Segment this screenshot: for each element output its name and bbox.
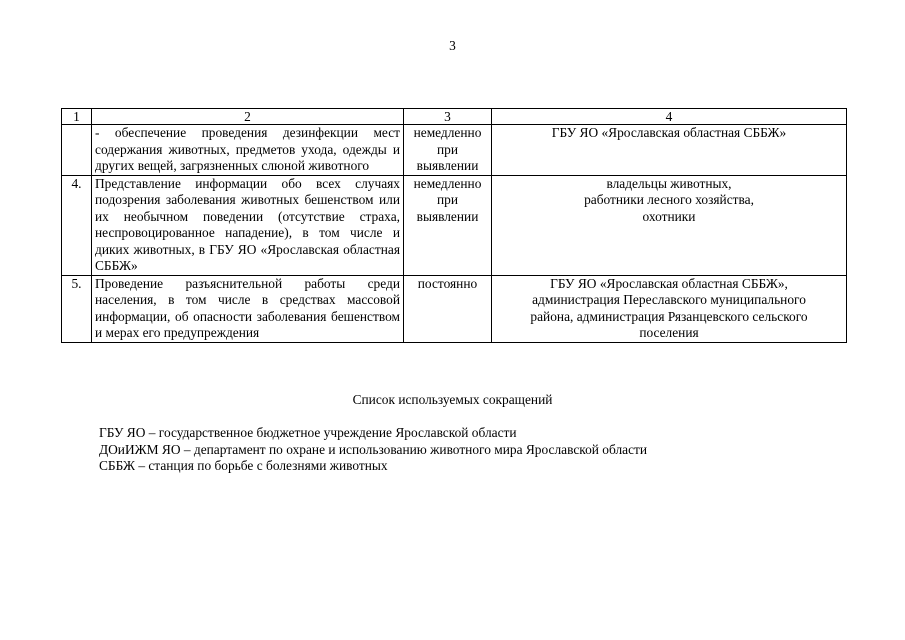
responsible-line: поселения <box>639 325 699 340</box>
abbreviation-item: ГБУ ЯО – государственное бюджетное учреждение Ярославской области <box>99 425 517 440</box>
abbreviations-list <box>99 425 647 475</box>
measures-table <box>61 108 847 343</box>
header-cell-4: 4 <box>492 109 847 125</box>
row-number <box>62 125 92 176</box>
abbreviation-item: СББЖ – станция по борьбе с болезнями животных <box>99 458 388 473</box>
abbreviations-title: Список используемых сокращений <box>352 392 553 407</box>
responsible-line: ГБУ ЯО «Ярославская областная СББЖ» <box>551 125 787 140</box>
row-number: 4. <box>62 175 92 275</box>
measure-responsible <box>492 275 847 342</box>
term-line: при <box>436 141 459 157</box>
responsible-line: охотники <box>642 208 696 224</box>
term-line: при <box>436 192 459 207</box>
table-row <box>62 275 847 342</box>
responsible-line: владельцы животных, <box>606 175 732 191</box>
measure-term <box>404 275 492 342</box>
measure-text: Проведение разъяснительной работы среди населения, в том числе в средствах массовой информации, об опасности заболевания бешенством и мерах его предупреждения <box>92 275 404 342</box>
responsible-line: ГБУ ЯО «Ярославская областная СББЖ», <box>550 275 788 291</box>
measure-term <box>404 175 492 275</box>
measure-responsible <box>492 125 847 176</box>
measure-text: Представление информации обо всех случаях подозрения заболевания животных бешенством или их необычном поведении (отсутствие страха, неспровоцированное нападение), в том числе и диких животных, в ГБУ ЯО «Ярославская областная СББЖ» <box>92 175 404 275</box>
responsible-line: администрация Переславского муниципального <box>532 292 806 307</box>
term-line: выявлении <box>416 158 479 173</box>
term-line: выявлении <box>416 208 479 224</box>
responsible-line: работники лесного хозяйства, <box>584 192 754 207</box>
table-header-row <box>62 109 847 125</box>
term-line: немедленно <box>413 125 482 140</box>
page-number: 3 <box>449 38 456 53</box>
abbreviation-item: ДОиИЖМ ЯО – департамент по охране и использованию животного мира Ярославской области <box>99 441 648 457</box>
measure-term <box>404 125 492 176</box>
term-line: немедленно <box>413 175 482 191</box>
table-row <box>62 175 847 275</box>
header-cell-3: 3 <box>404 109 492 125</box>
header-cell-1: 1 <box>62 109 92 125</box>
header-cell-2: 2 <box>92 109 404 125</box>
row-number: 5. <box>62 275 92 342</box>
measure-text: - обеспечение проведения дезинфекции мест содержания животных, предметов ухода, одежды и других вещей, загрязненных слюной животного <box>92 125 404 176</box>
measure-responsible <box>492 175 847 275</box>
responsible-line: района, администрация Рязанцевского сельского <box>530 308 808 324</box>
term-line: постоянно <box>417 275 478 291</box>
table-row <box>62 125 847 176</box>
